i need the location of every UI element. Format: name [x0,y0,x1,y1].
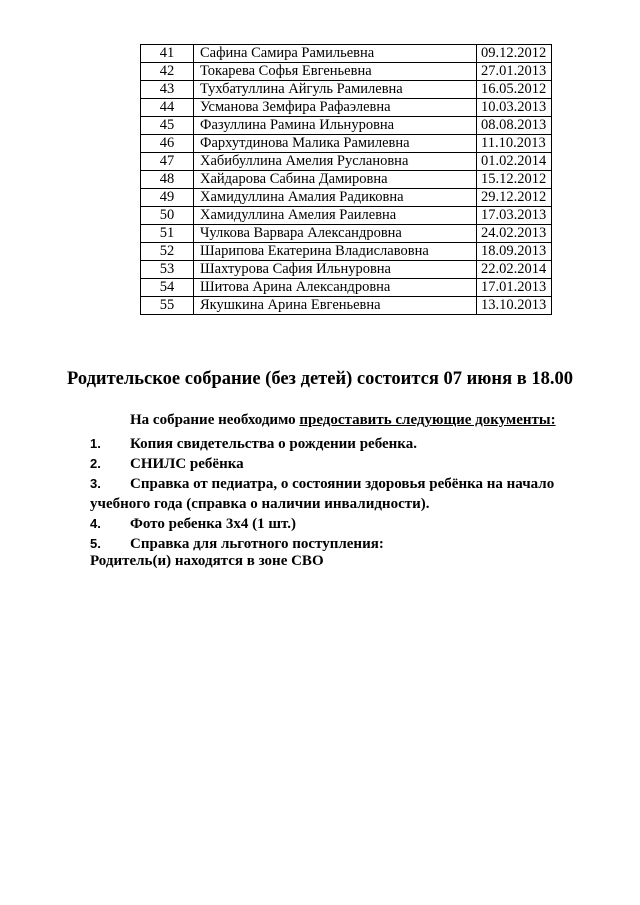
svo-note: Родитель(и) находятся в зоне СВО [90,553,324,569]
list-item-number: 1. [90,436,101,451]
table-row [141,243,552,261]
list-item-text: Копия свидетельства о рождении ребенка. [130,436,417,452]
table-row [141,261,552,279]
list-item [90,474,590,514]
table-row [141,81,552,99]
list-item-number: 5. [90,536,101,551]
meeting-announcement: Родительское собрание (без детей) состоится 07 июня в 18.00 [67,369,573,389]
birth-date: 16.05.2012 [477,81,552,99]
student-name: Фазуллина Рамина Ильнуровна [194,117,477,135]
birth-date: 17.03.2013 [477,207,552,225]
birth-date: 13.10.2013 [477,297,552,315]
roster-number: 50 [141,207,194,225]
roster-number: 47 [141,153,194,171]
student-name: Шахтурова Сафия Ильнуровна [194,261,477,279]
documents-intro-lead: На собрание необходимо [130,412,300,428]
student-name: Хайдарова Сабина Дамировна [194,171,477,189]
birth-date: 27.01.2013 [477,63,552,81]
student-name: Шитова Арина Александровна [194,279,477,297]
documents-intro-underlined: предоставить следующие документы: [299,412,556,428]
birth-date: 29.12.2012 [477,189,552,207]
birth-date: 17.01.2013 [477,279,552,297]
table-row [141,45,552,63]
student-name: Хамидуллина Амалия Радиковна [194,189,477,207]
student-name: Усманова Земфира Рафаэлевна [194,99,477,117]
roster-number: 41 [141,45,194,63]
birth-date: 24.02.2013 [477,225,552,243]
roster-number: 53 [141,261,194,279]
student-roster-table [140,44,552,315]
birth-date: 10.03.2013 [477,99,552,117]
roster-number: 54 [141,279,194,297]
student-name: Токарева Софья Евгеньевна [194,63,477,81]
birth-date: 01.02.2014 [477,153,552,171]
list-item-text: Фото ребенка 3х4 (1 шт.) [130,516,297,532]
table-row [141,279,552,297]
table-row [141,297,552,315]
list-item-text: СНИЛС ребёнка [130,456,244,472]
table-row [141,171,552,189]
roster-number: 44 [141,99,194,117]
roster-number: 46 [141,135,194,153]
roster-number: 45 [141,117,194,135]
student-name: Чулкова Варвара Александровна [194,225,477,243]
birth-date: 18.09.2013 [477,243,552,261]
student-name: Шарипова Екатерина Владиславовна [194,243,477,261]
table-row [141,117,552,135]
birth-date: 22.02.2014 [477,261,552,279]
roster-number: 48 [141,171,194,189]
roster-number: 43 [141,81,194,99]
list-item-text: Справка от педиатра, о состоянии здоровья ребёнка на начало [130,476,555,492]
list-item-number: 2. [90,456,101,471]
birth-date: 15.12.2012 [477,171,552,189]
table-row [141,99,552,117]
list-item [90,534,590,554]
table-row [141,153,552,171]
list-item [90,434,590,454]
list-item-text-continued: учебного года (справка о наличии инвалидности). [90,496,430,512]
student-name: Фархутдинова Малика Рамилевна [194,135,477,153]
table-row [141,135,552,153]
table-row [141,207,552,225]
table-row [141,63,552,81]
documents-intro [130,412,556,429]
list-item [90,514,590,534]
student-name: Сафина Самира Рамильевна [194,45,477,63]
birth-date: 11.10.2013 [477,135,552,153]
roster-number: 51 [141,225,194,243]
list-item [90,454,590,474]
student-name: Хабибуллина Амелия Руслановна [194,153,477,171]
birth-date: 08.08.2013 [477,117,552,135]
roster-number: 49 [141,189,194,207]
student-name: Хамидуллина Амелия Раилевна [194,207,477,225]
documents-list [90,434,590,554]
table-row [141,225,552,243]
table-row [141,189,552,207]
student-name: Якушкина Арина Евгеньевна [194,297,477,315]
roster-number: 42 [141,63,194,81]
roster-number: 55 [141,297,194,315]
birth-date: 09.12.2012 [477,45,552,63]
list-item-number: 4. [90,516,101,531]
list-item-text: Справка для льготного поступления: [130,536,384,552]
roster-number: 52 [141,243,194,261]
list-item-number: 3. [90,476,101,491]
student-name: Тухбатуллина Айгуль Рамилевна [194,81,477,99]
